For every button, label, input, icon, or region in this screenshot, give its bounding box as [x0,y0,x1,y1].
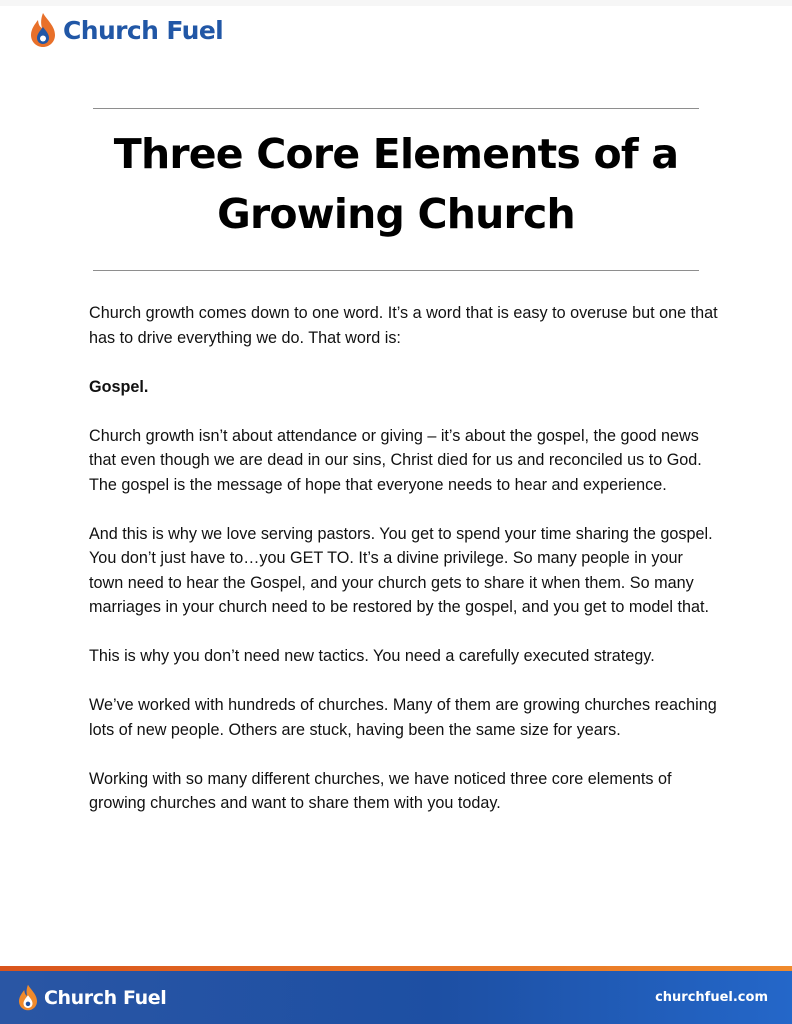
paragraph-growth: Church growth isn’t about attendance or giving – it’s about the gospel, the good news that even though we are dead in our sins, Christ died for us and reconciled us to God. The gospel is the message of hope that everyone needs to hear and experience. [89,426,702,494]
header-logo [30,12,223,48]
paragraph-intro: Church growth comes down to one word. It’s a word that is easy to overuse but one that has to drive everything we do. That word is: [89,304,718,347]
flame-drop-icon [18,984,38,1011]
title-line-1: Three Core Elements of a [113,130,679,178]
footer-logo [18,984,166,1011]
top-margin-bar [0,0,792,6]
page-title [93,124,699,244]
footer-accent-stripe [0,966,792,971]
title-line-2: Growing Church [217,190,575,238]
paragraph-elements: Working with so many different churches, we have noticed three core elements of growing churches and want to share them with you today. [89,769,672,812]
paragraph-tactics: This is why you don’t need new tactics. You need a carefully executed strategy. [89,647,655,665]
paragraph-serving: And this is why we love serving pastors. You get to spend your time sharing the gospel. You don’t just have to…you GET TO. It’s a divine privilege. So many people in your town need to hear the Gospel, and your church gets to share it when them. So many marriages in your church need to be restored by the gospel, and you get to model that. [89,524,713,616]
footer-url-link[interactable]: churchfuel.com [655,990,768,1005]
title-divider-top [93,108,699,109]
paragraph-churches: We’ve worked with hundreds of churches. Many of them are growing churches reaching lots of new people. Others are stuck, having been the same size for years. [89,696,717,739]
title-divider-bottom [93,270,699,271]
page-footer [0,966,792,1024]
document-body [89,301,719,840]
paragraph-gospel: Gospel. [89,377,149,396]
brand-name: Church Fuel [63,15,224,45]
flame-drop-icon [30,12,56,48]
footer-brand-name: Church Fuel [44,986,167,1009]
